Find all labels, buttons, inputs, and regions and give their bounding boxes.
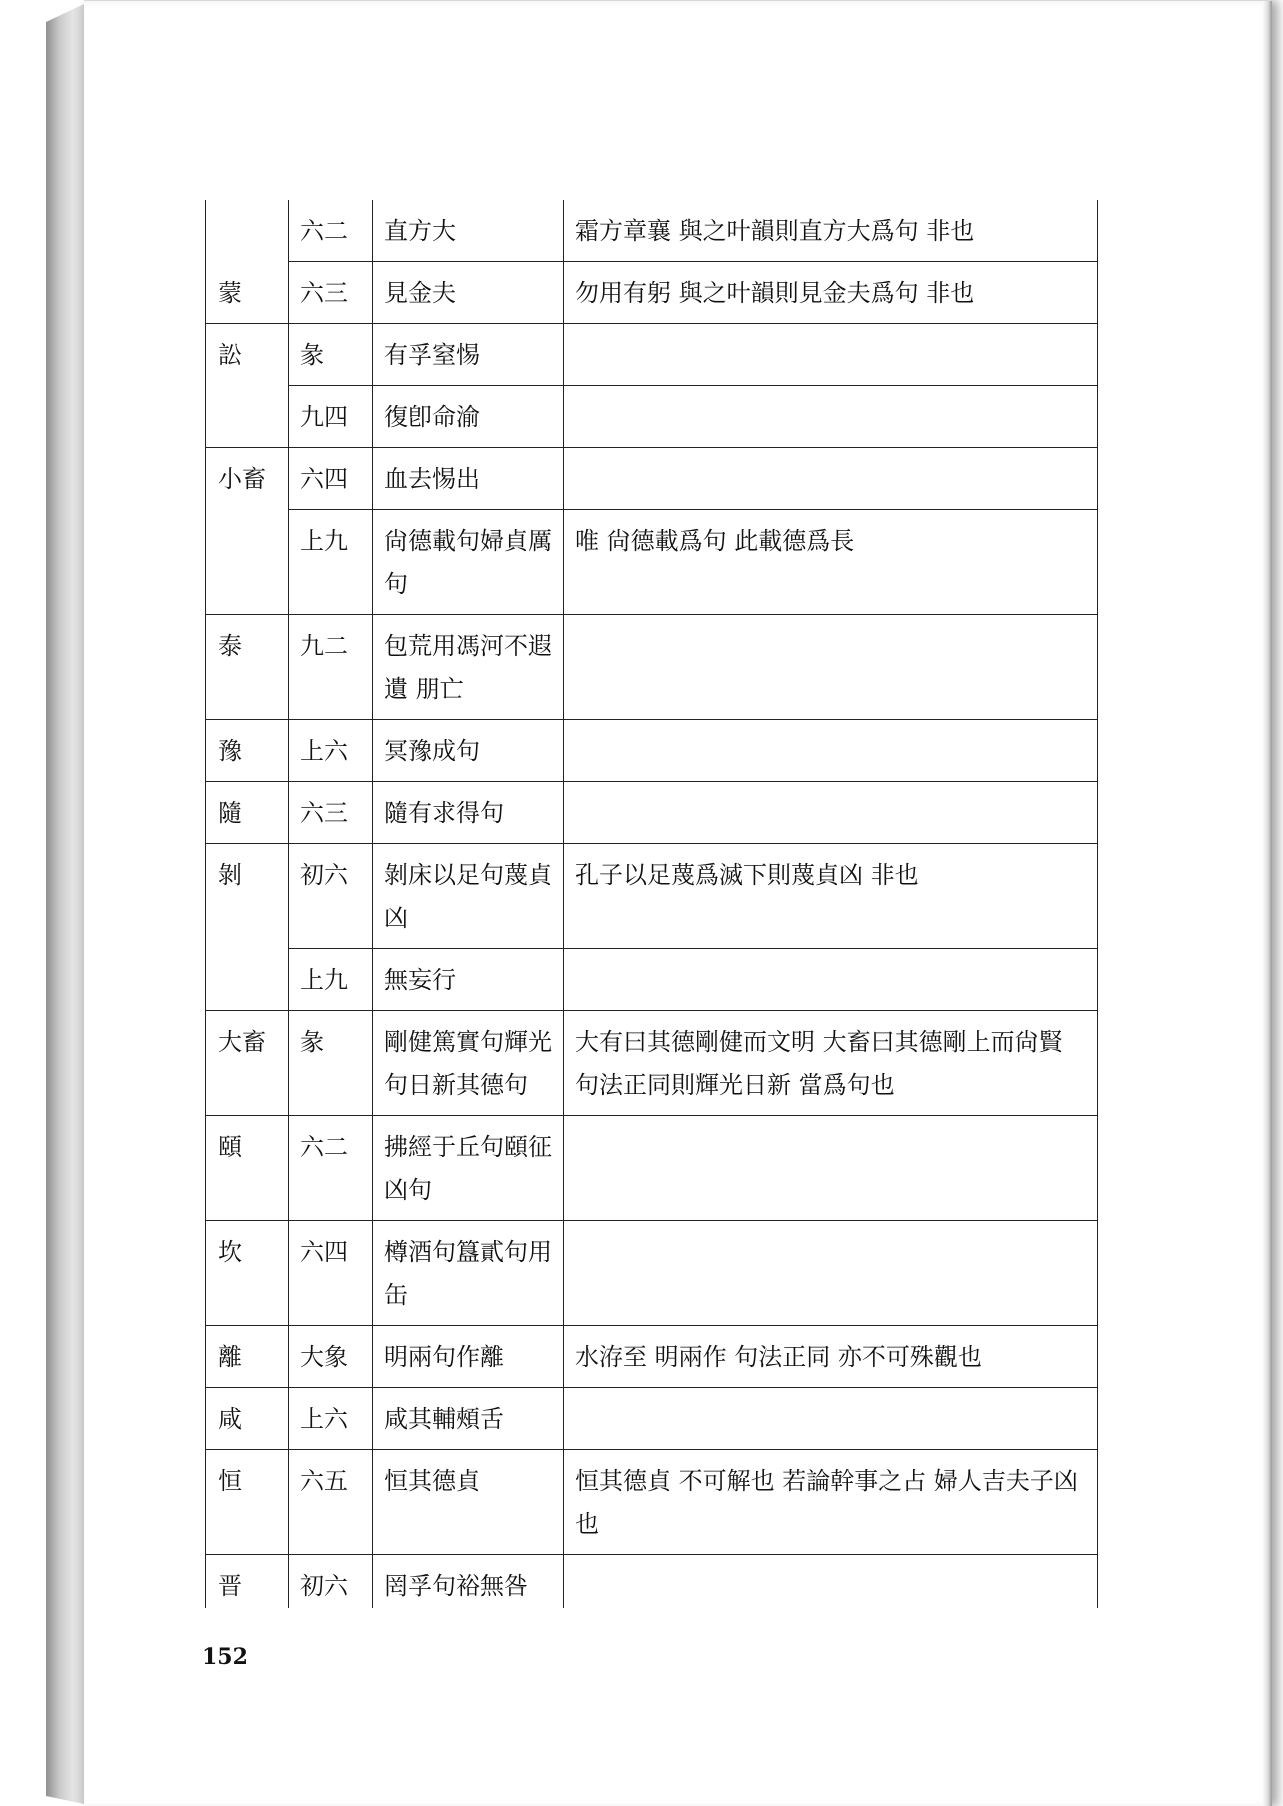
table-row — [206, 386, 1098, 448]
text-cell: 無妄行 — [373, 949, 564, 1011]
text-cell: 明兩句作離 — [373, 1326, 564, 1388]
hexagram-cell: 咸 — [206, 1388, 289, 1450]
note-cell: 孔子以足蔑爲滅下則蔑貞凶 非也 — [564, 844, 1098, 949]
line-position-cell: 彖 — [289, 324, 373, 386]
table-row — [206, 1221, 1098, 1326]
text-cell: 有孚窒惕 — [373, 324, 564, 386]
page-edge-shadow — [1262, 1, 1272, 1806]
table-row — [206, 1326, 1098, 1388]
table-row — [206, 324, 1098, 386]
table-row — [206, 510, 1098, 615]
table-row — [206, 262, 1098, 324]
text-cell: 直方大 — [373, 200, 564, 262]
line-position-cell: 六四 — [289, 448, 373, 510]
text-cell: 包荒用馮河不遐遺 朋亡 — [373, 615, 564, 720]
note-cell: 勿用有躬 與之叶韻則見金夫爲句 非也 — [564, 262, 1098, 324]
line-position-cell: 六四 — [289, 1221, 373, 1326]
line-position-cell: 初六 — [289, 1555, 373, 1609]
line-position-cell: 九四 — [289, 386, 373, 448]
text-cell: 樽酒句簋貳句用缶 — [373, 1221, 564, 1326]
hexagram-cell: 泰 — [206, 615, 289, 720]
note-cell — [564, 324, 1098, 386]
line-position-cell: 六五 — [289, 1450, 373, 1555]
hexagram-cell — [206, 200, 289, 262]
note-cell: 恒其德貞 不可解也 若論幹事之占 婦人吉夫子凶也 — [564, 1450, 1098, 1555]
hexagram-cell: 晋 — [206, 1555, 289, 1609]
text-cell: 剛健篤實句輝光句日新其德句 — [373, 1011, 564, 1116]
hexagram-cell: 豫 — [206, 720, 289, 782]
note-cell — [564, 1116, 1098, 1221]
hexagram-cell: 隨 — [206, 782, 289, 844]
line-position-cell: 六三 — [289, 782, 373, 844]
table-row — [206, 1011, 1098, 1116]
note-cell — [564, 615, 1098, 720]
hexagram-cell: 蒙 — [206, 262, 289, 324]
line-position-cell: 上六 — [289, 1388, 373, 1450]
note-cell — [564, 1221, 1098, 1326]
page-number: 152 — [202, 1644, 248, 1670]
text-cell: 冥豫成句 — [373, 720, 564, 782]
hexagram-cell: 訟 — [206, 324, 289, 448]
line-position-cell: 上九 — [289, 949, 373, 1011]
table-row — [206, 615, 1098, 720]
note-cell — [564, 782, 1098, 844]
table-row — [206, 1450, 1098, 1555]
note-cell — [564, 720, 1098, 782]
text-cell: 恒其德貞 — [373, 1450, 564, 1555]
line-position-cell: 九二 — [289, 615, 373, 720]
text-cell: 見金夫 — [373, 262, 564, 324]
text-cell: 復卽命渝 — [373, 386, 564, 448]
line-position-cell: 彖 — [289, 1011, 373, 1116]
line-position-cell: 上六 — [289, 720, 373, 782]
hexagram-cell: 離 — [206, 1326, 289, 1388]
hexagram-cell: 恒 — [206, 1450, 289, 1555]
table-row — [206, 844, 1098, 949]
hexagram-cell: 剝 — [206, 844, 289, 1011]
note-cell: 水洊至 明兩作 句法正同 亦不可殊觀也 — [564, 1326, 1098, 1388]
note-cell: 大有曰其德剛健而文明 大畜曰其德剛上而尙賢 句法正同則輝光日新 當爲句也 — [564, 1011, 1098, 1116]
text-cell: 隨有求得句 — [373, 782, 564, 844]
hexagram-punctuation-table — [205, 200, 1098, 1608]
line-position-cell: 六三 — [289, 262, 373, 324]
line-position-cell: 六二 — [289, 1116, 373, 1221]
table-row — [206, 1388, 1098, 1450]
hexagram-cell: 小畜 — [206, 448, 289, 615]
note-cell — [564, 1388, 1098, 1450]
text-cell: 拂經于丘句頤征凶句 — [373, 1116, 564, 1221]
book-spine — [46, 4, 84, 1804]
line-position-cell: 上九 — [289, 510, 373, 615]
table-row — [206, 949, 1098, 1011]
text-cell: 罔孚句裕無咎 — [373, 1555, 564, 1609]
note-cell — [564, 949, 1098, 1011]
table-row — [206, 200, 1098, 262]
table-row — [206, 720, 1098, 782]
line-position-cell: 六二 — [289, 200, 373, 262]
line-position-cell: 大象 — [289, 1326, 373, 1388]
note-cell: 唯 尙德載爲句 此載德爲長 — [564, 510, 1098, 615]
hexagram-cell: 頤 — [206, 1116, 289, 1221]
note-cell: 霜方章襄 與之叶韻則直方大爲句 非也 — [564, 200, 1098, 262]
note-cell — [564, 1555, 1098, 1609]
hexagram-cell: 坎 — [206, 1221, 289, 1326]
text-cell: 尙德載句婦貞厲句 — [373, 510, 564, 615]
table-row — [206, 448, 1098, 510]
note-cell — [564, 386, 1098, 448]
table-row — [206, 1116, 1098, 1221]
text-cell: 咸其輔頰舌 — [373, 1388, 564, 1450]
text-cell: 剝床以足句蔑貞凶 — [373, 844, 564, 949]
table-row — [206, 782, 1098, 844]
hexagram-cell: 大畜 — [206, 1011, 289, 1116]
line-position-cell: 初六 — [289, 844, 373, 949]
note-cell — [564, 448, 1098, 510]
table-row — [206, 1555, 1098, 1609]
text-cell: 血去惕出 — [373, 448, 564, 510]
